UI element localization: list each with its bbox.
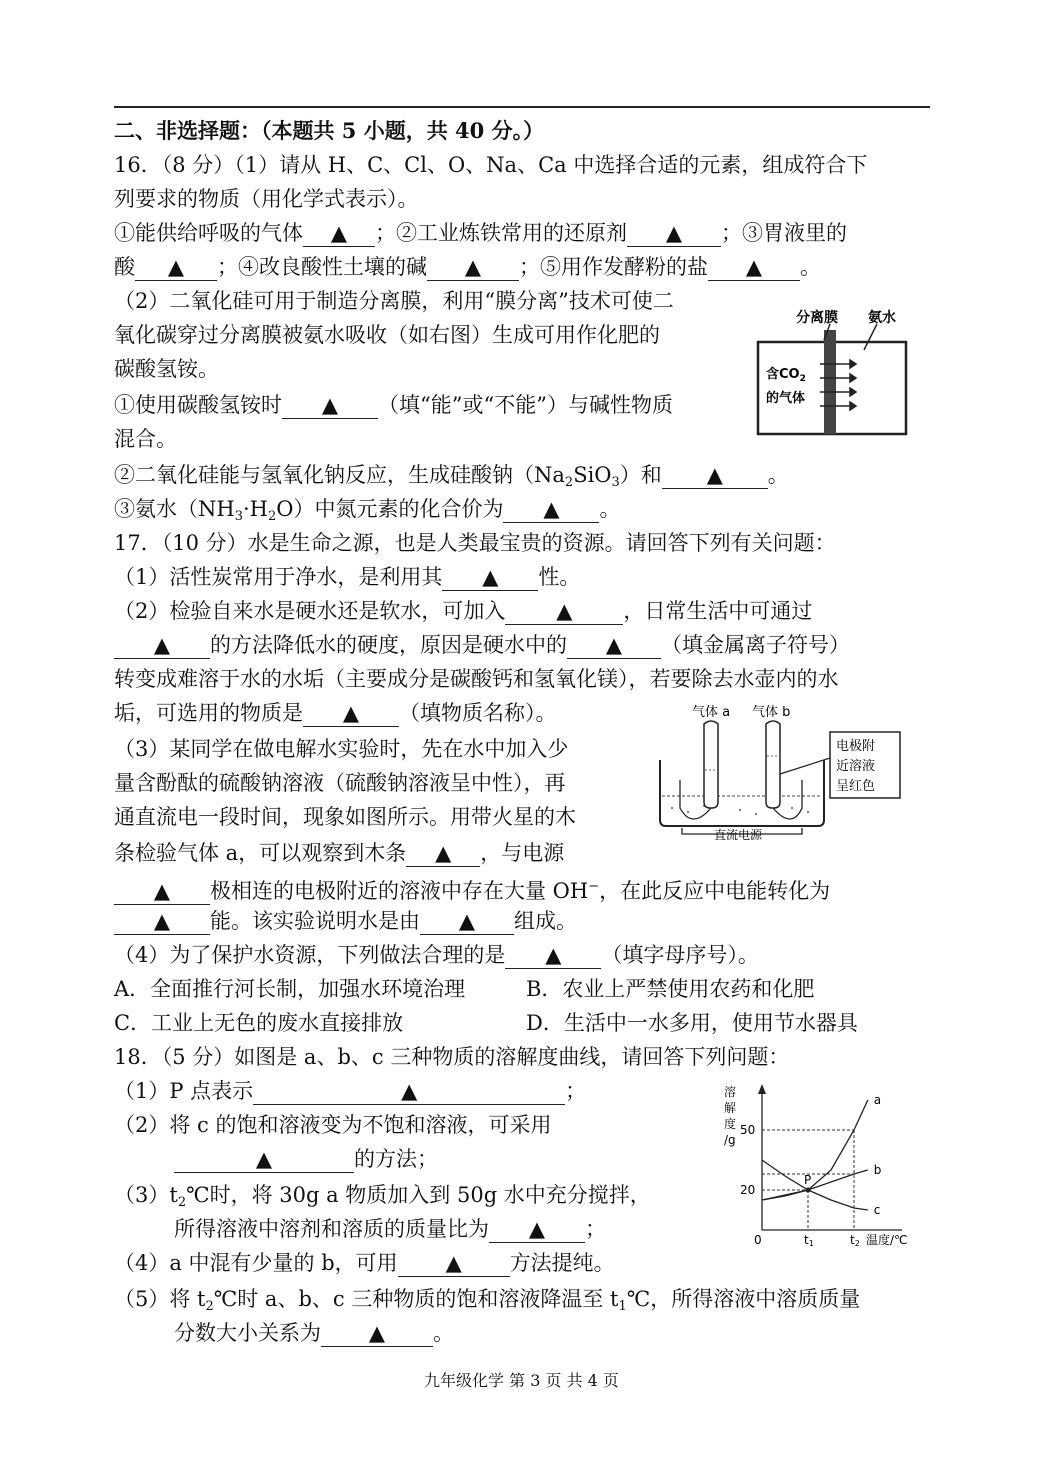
text: ；⑤用作发酵粉的盐 (519, 255, 708, 279)
q18-p2-line1: （2）将 c 的饱和溶液变为不饱和溶液，可采用 (114, 1113, 552, 1137)
trough (660, 760, 824, 826)
q16-p2-line1: （2）二氧化硅可用于制造分离膜，利用“膜分离”技术可使二 (114, 289, 674, 313)
x-axis-label: 温度/℃ (866, 1233, 908, 1247)
gas-label-2: 的气体 (766, 391, 806, 406)
page-footer: 九年级化学 第 3 页 共 4 页 (424, 1371, 619, 1390)
q16-line2: 列要求的物质（用化学式表示）。 (114, 187, 419, 211)
answer-blank[interactable]: ▲ (321, 1320, 433, 1347)
q16-line3 (114, 218, 847, 248)
text: 。 (599, 497, 621, 521)
note-pointer (780, 758, 830, 774)
text: ①能供给呼吸的气体 (114, 221, 303, 245)
subscript: 2 (177, 1195, 187, 1210)
text: 酸 (114, 255, 135, 279)
text: ③氨水（NH (114, 497, 235, 521)
q17-line1: 17．（10 分）水是生命之源，也是人类最宝贵的资源。请回答下列有关问题： (114, 531, 836, 555)
electrolysis-figure (652, 700, 908, 840)
x-tick-label: t1 (804, 1233, 814, 1248)
answer-blank[interactable]: ▲ (135, 254, 217, 281)
gas-b-label: 气体 b (752, 705, 791, 720)
y-label-char: 度 (724, 1117, 737, 1131)
point-p-label: P (804, 1173, 812, 1187)
ammonia-label: 氨水 (868, 310, 896, 326)
text: （填字母序号）。 (601, 943, 759, 967)
curve-label-c: c (873, 1203, 881, 1217)
answer-blank[interactable]: ▲ (114, 632, 210, 659)
answer-blank[interactable]: ▲ (708, 254, 800, 281)
answer-blank[interactable]: ▲ (282, 392, 378, 419)
answer-blank[interactable]: ▲ (627, 220, 721, 247)
text: （4）为了保护水资源，下列做法合理的是 (114, 943, 506, 967)
text: O）中氮元素的化合价为 (276, 497, 504, 521)
q17-p1 (114, 562, 580, 592)
answer-blank[interactable]: ▲ (406, 840, 480, 867)
q18-line1: 18．（5 分）如图是 a、b、c 三种物质的溶解度曲线，请回答下列问题： (114, 1045, 790, 1069)
q16-line4 (114, 252, 821, 282)
text: ；②工业炼铁常用的还原剂 (375, 221, 627, 245)
q17-p3-line5 (114, 872, 830, 906)
text: 。 (433, 1321, 454, 1345)
y-axis-arrow (758, 1084, 766, 1094)
text: （1）P 点表示 (114, 1079, 254, 1103)
text: ℃时 a、b、c 三种物质的饱和溶液降温至 t (213, 1287, 619, 1311)
chart-labels (740, 1123, 908, 1248)
text: SiO (573, 463, 612, 487)
y-tick-label: 50 (740, 1123, 756, 1137)
text: ℃，所得溶液中溶质质量 (626, 1287, 861, 1311)
note-line3: 呈红色 (836, 779, 876, 794)
answer-blank[interactable]: ▲ (253, 1078, 565, 1105)
x-tick-sub: 1 (808, 1239, 814, 1248)
answer-blank[interactable]: ▲ (114, 878, 210, 905)
text: 分数大小关系为 (174, 1321, 321, 1345)
y-label-char: /g (724, 1133, 736, 1147)
q16-p2-line2: 氧化碳穿过分离膜被氨水吸收（如右图）生成可用作化肥的 (114, 323, 660, 347)
answer-blank[interactable]: ▲ (503, 496, 599, 523)
gas-a-label: 气体 a (692, 705, 731, 720)
tube-a (704, 721, 718, 808)
answer-blank[interactable]: ▲ (662, 462, 768, 489)
text: （填金属离子符号） (661, 633, 850, 657)
text: ；③胃液里的 (721, 221, 847, 245)
text: 组成。 (514, 909, 577, 933)
q17-p2-line1 (114, 596, 812, 626)
q17-p2-line4 (114, 698, 557, 728)
text: ②二氧化硅能与氢氧化钠反应，生成硅酸钠（Na (114, 463, 565, 487)
q18-p5-line2 (174, 1318, 454, 1348)
answer-blank[interactable]: ▲ (303, 700, 399, 727)
subscript: 3 (611, 475, 620, 490)
curve-label-b: b (873, 1163, 882, 1177)
curve-a (762, 1100, 868, 1200)
curves (762, 1093, 881, 1217)
text: ，与电源 (480, 841, 565, 865)
origin-label: 0 (754, 1233, 762, 1247)
q16-p2-q2 (114, 460, 789, 498)
answer-blank[interactable]: ▲ (398, 1250, 510, 1277)
section-title: 二、非选择题：（本题共 5 小题，共 40 分。） (114, 118, 545, 143)
gas-label: 含$CO_2$ (766, 367, 806, 384)
note-line1: 电极附 (836, 739, 876, 754)
q18-p2-line2 (174, 1144, 438, 1174)
tube-b (766, 721, 780, 808)
text: （4）a 中混有少量的 b，可用 (114, 1251, 398, 1275)
curve-c (762, 1160, 868, 1210)
text: （2）检验自来水是硬水还是软水，可加入 (114, 599, 506, 623)
q17-option-c[interactable]: C．工业上无色的废水直接排放 (114, 1011, 404, 1035)
power-label: 直流电源 (714, 828, 763, 840)
text: 能。该实验说明水是由 (210, 909, 420, 933)
text: 垢，可选用的物质是 (114, 701, 303, 725)
text: ·H (242, 497, 268, 521)
x-tick-label: t2 (850, 1233, 860, 1248)
q16-p2-line3: 碳酸氢铵。 (114, 357, 219, 381)
q17-p3-line2: 量含酚酞的硫酸钠溶液（硫酸钠溶液呈中性），再 (114, 771, 566, 795)
text: ； (565, 1079, 587, 1103)
top-rule (114, 106, 930, 108)
text: 性。 (538, 565, 581, 589)
q17-p3-line3: 通直流电一段时间，现象如图所示。用带火星的木 (114, 805, 576, 829)
y-label-char: 溶 (724, 1085, 737, 1099)
y-label-char: 解 (724, 1101, 737, 1115)
text: （1）活性炭常用于净水，是利用其 (114, 565, 443, 589)
y-axis-label (724, 1084, 736, 1147)
answer-blank[interactable]: ▲ (442, 564, 538, 591)
answer-blank[interactable]: ▲ (174, 1146, 354, 1173)
answer-blank[interactable]: ▲ (489, 1216, 585, 1243)
water-dots (671, 805, 809, 815)
text: 所得溶液中溶剂和溶质的质量比为 (174, 1217, 489, 1241)
q17-p4 (114, 940, 759, 970)
text: ①使用碳酸氢铵时 (114, 393, 282, 417)
q17-p2-line2 (114, 630, 850, 660)
q18-p5-line1 (114, 1284, 860, 1322)
text: ；④改良酸性土壤的碱 (217, 255, 427, 279)
q17-option-a[interactable]: A．全面推行河长制，加强水环境治理 (114, 977, 466, 1001)
subscript: 2 (267, 509, 277, 524)
answer-blank[interactable]: ▲ (303, 220, 375, 247)
superscript: − (588, 879, 600, 894)
q17-option-b[interactable]: B．农业上严禁使用农药和化肥 (526, 977, 815, 1001)
text: 极相连的电极附近的溶液中存在大量 OH (210, 879, 589, 903)
solubility-chart (716, 1080, 916, 1250)
membrane (824, 330, 836, 434)
text: ，日常生活中可通过 (623, 599, 813, 623)
curve-label-a: a (873, 1093, 882, 1107)
point-p (806, 1188, 811, 1193)
subscript: 2 (564, 475, 574, 490)
text: ； (585, 1217, 606, 1241)
text: 条检验气体 a，可以观察到木条 (114, 841, 407, 865)
q16-p2-q1 (114, 390, 673, 420)
note-line2: 近溶液 (836, 759, 876, 774)
subscript: 3 (234, 509, 243, 524)
text: 方法提纯。 (509, 1251, 615, 1275)
q17-option-d[interactable]: D．生活中一水多用，使用节水器具 (526, 1011, 858, 1035)
membrane-label: 分离膜 (796, 310, 838, 326)
answer-blank[interactable]: ▲ (567, 632, 661, 659)
x-tick-sub: 2 (854, 1239, 860, 1248)
subscript: 1 (618, 1299, 627, 1314)
text: （3）t (114, 1183, 178, 1207)
q16-line1: 16．（8 分）（1）请从 H、C、Cl、O、Na、Ca 中选择合适的元素，组成符合下 (114, 153, 868, 177)
answer-blank[interactable]: ▲ (505, 598, 623, 625)
answer-blank[interactable]: ▲ (505, 942, 601, 969)
q18-p1 (114, 1076, 586, 1106)
text: 的方法降低水的硬度，原因是硬水中的 (210, 633, 567, 657)
text: ）和 (619, 463, 662, 487)
text: 。 (800, 255, 821, 279)
text: （填“能”或“不能”）与碱性物质 (378, 393, 673, 417)
q18-p3-line2 (174, 1214, 606, 1244)
subscript: 2 (205, 1299, 214, 1314)
text: 。 (767, 463, 789, 487)
q16-p2-q3 (114, 494, 620, 532)
q16-p2-q1-cont: 混合。 (114, 427, 177, 451)
answer-blank[interactable]: ▲ (114, 908, 210, 935)
q17-p3-line1: （3）某同学在做电解水实验时，先在水中加入少 (114, 737, 569, 761)
text: ℃时，将 30g a 物质加入到 50g 水中充分搅拌， (186, 1183, 651, 1207)
q18-p4 (114, 1248, 615, 1278)
y-tick-label: 20 (740, 1183, 756, 1197)
text: ，在此反应中电能转化为 (599, 879, 831, 903)
q18-p3-line1 (114, 1180, 651, 1218)
answer-blank[interactable]: ▲ (427, 254, 519, 281)
membrane-figure (752, 304, 912, 440)
q17-p3-line6 (114, 906, 577, 936)
q17-p3-line4 (114, 838, 564, 868)
q17-p2-line3: 转变成难溶于水的水垢（主要成分是碳酸钙和氢氧化镁），若要除去水壶内的水 (114, 667, 839, 691)
text: 的方法； (354, 1147, 438, 1171)
text: （填物质名称）。 (399, 701, 557, 725)
text: （5）将 t (114, 1287, 206, 1311)
answer-blank[interactable]: ▲ (420, 908, 514, 935)
